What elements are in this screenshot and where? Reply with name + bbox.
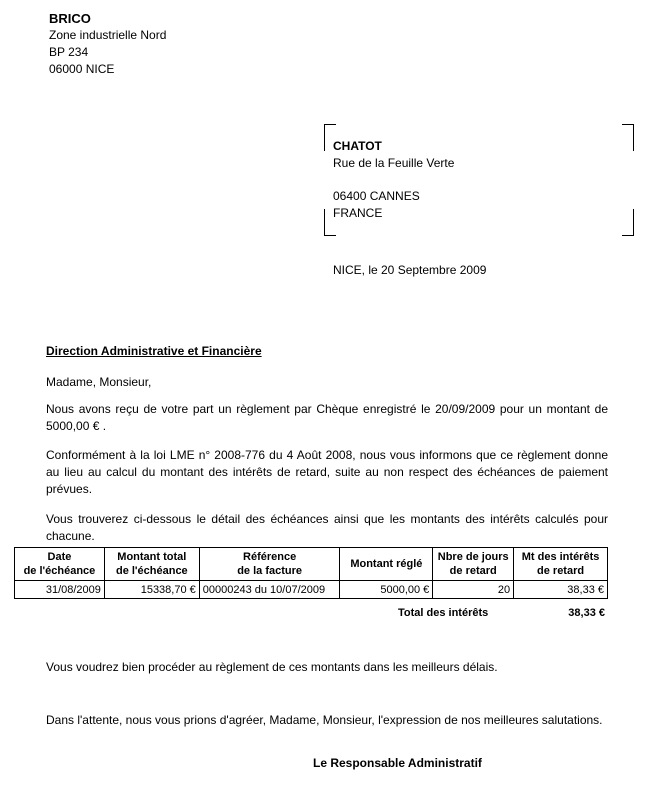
sender-line: Zone industrielle Nord	[49, 28, 167, 42]
header-jours-retard: Nbre de jours de retard	[433, 548, 514, 581]
letter-date: NICE, le 20 Septembre 2009	[333, 263, 487, 277]
letter-subject: Direction Administrative et Financière	[46, 344, 262, 358]
total-label: Total des intérêts	[398, 607, 489, 619]
frame-corner	[622, 209, 634, 236]
closing-salutations: Dans l'attente, nous vous prions d'agréer, Madame, Monsieur, l'expression de nos meilleures salutations.	[46, 713, 603, 727]
frame-corner	[622, 124, 634, 151]
paragraph-law: Conformément à la loi LME n° 2008-776 du 4 Août 2008, nous vous informons que ce règlement donne au lieu au calcul du montant des intérêts de retard, suite au non respect des échéances de paiement prévues.	[46, 448, 608, 496]
recipient-name: CHATOT	[333, 139, 382, 153]
cell-reference: 00000243 du 10/07/2009	[199, 581, 340, 599]
sender-line: BP 234	[49, 45, 89, 59]
closing-request: Vous voudrez bien procéder au règlement de ces montants dans les meilleurs délais.	[46, 660, 498, 674]
sender-name: BRICO	[49, 11, 91, 26]
cell-montant-regle: 5000,00 €	[340, 581, 433, 599]
recipient-city: 06400 CANNES	[333, 189, 420, 203]
cell-interets: 38,33 €	[514, 581, 608, 599]
salutation: Madame, Monsieur,	[46, 375, 152, 389]
echeances-table	[14, 547, 608, 599]
total-value: 38,33 €	[568, 607, 605, 619]
header-reference: Référence de la facture	[199, 548, 340, 581]
header-montant-regle: Montant réglé	[340, 548, 433, 581]
paragraph-details: Vous trouverez ci-dessous le détail des échéances ainsi que les montants des intérêts calculés pour chacune.	[46, 512, 608, 543]
table-header-row	[15, 548, 608, 581]
sender-address	[49, 10, 166, 78]
header-date: Date de l'échéance	[15, 548, 105, 581]
cell-date: 31/08/2009	[15, 581, 105, 599]
header-montant-total: Montant total de l'échéance	[104, 548, 199, 581]
table-row	[15, 581, 608, 599]
recipient-address	[333, 138, 454, 222]
paragraph-payment: Nous avons reçu de votre part un règlement par Chèque enregistré le 20/09/2009 pour un montant de 5000,00 € .	[46, 402, 608, 433]
signature: Le Responsable Administratif	[313, 756, 482, 770]
cell-montant-total: 15338,70 €	[104, 581, 199, 599]
recipient-country: FRANCE	[333, 206, 383, 220]
sender-line: 06000 NICE	[49, 62, 115, 76]
cell-jours-retard: 20	[433, 581, 514, 599]
recipient-street: Rue de la Feuille Verte	[333, 156, 455, 170]
header-interets: Mt des intérêts de retard	[514, 548, 608, 581]
